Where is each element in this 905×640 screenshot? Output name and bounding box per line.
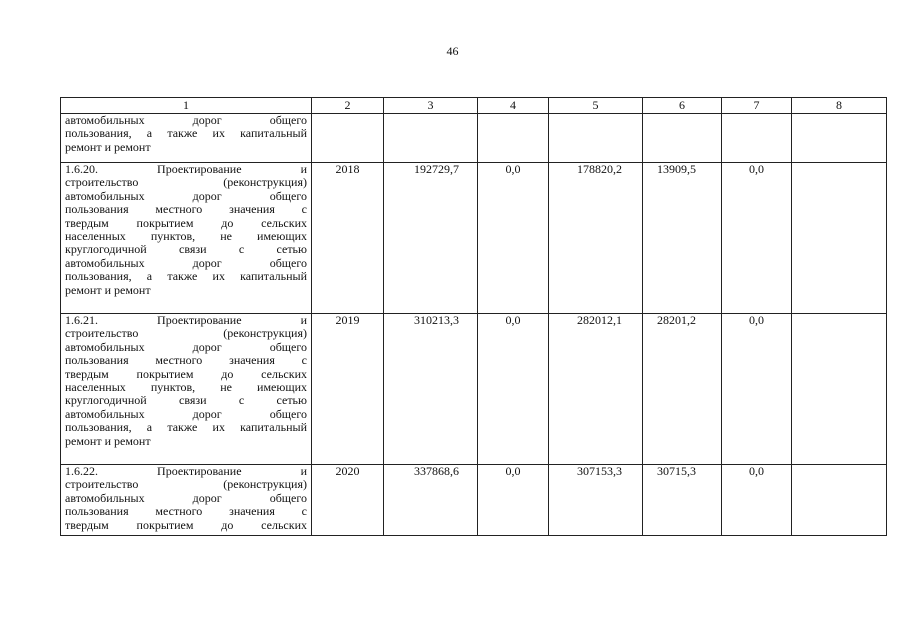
cell-total: 192729,7 xyxy=(384,163,478,314)
description-line: автомобильных дорог общего xyxy=(65,255,307,270)
description-line: населенных пунктов, не имеющих xyxy=(65,380,307,395)
description-line: населенных пунктов, не имеющих xyxy=(65,229,307,244)
table-row xyxy=(61,314,887,465)
row-description xyxy=(61,163,312,314)
description-line: автомобильных дорог общего xyxy=(65,188,307,203)
description-line: строительство (реконструкция) xyxy=(65,175,307,190)
cell-col-5 xyxy=(549,114,643,163)
header-col-6: 6 xyxy=(643,98,722,114)
header-col-4: 4 xyxy=(478,98,549,114)
description-line: автомобильных дорог общего xyxy=(65,113,307,127)
cell-total: 337868,6 xyxy=(384,465,478,536)
description-line: автомобильных дорог общего xyxy=(65,339,307,354)
description-line: строительство (реконструкция) xyxy=(65,477,307,492)
description-line: пользования, а также их капитальный xyxy=(65,269,307,284)
description-line: пользования, а также их капитальный xyxy=(65,126,307,141)
description-line: твердым покрытием до сельских xyxy=(65,215,307,230)
description-line: твердым покрытием до сельских xyxy=(65,366,307,381)
description-line: ремонт и ремонт xyxy=(65,282,151,297)
header-row xyxy=(61,98,887,114)
description-line: пользования местного значения с xyxy=(65,202,307,217)
description-line: 1.6.22. Проектирование и xyxy=(65,464,307,478)
header-col-5: 5 xyxy=(549,98,643,114)
cell-col-7: 0,0 xyxy=(722,163,792,314)
description-line: автомобильных дорог общего xyxy=(65,490,307,505)
row-description xyxy=(61,114,312,163)
cell-col-8 xyxy=(792,163,887,314)
table-row xyxy=(61,114,887,163)
cell-year: 2020 xyxy=(312,465,384,536)
cell-col-4: 0,0 xyxy=(478,465,549,536)
description-line: пользования местного значения с xyxy=(65,504,307,519)
cell-year: 2019 xyxy=(312,314,384,465)
table-row xyxy=(61,163,887,314)
cell-col-5: 307153,3 xyxy=(549,465,643,536)
cell-col-7: 0,0 xyxy=(722,314,792,465)
row-description xyxy=(61,465,312,536)
description-line: круглогодичной связи с сетью xyxy=(65,393,307,408)
header-col-7: 7 xyxy=(722,98,792,114)
cell-col-4 xyxy=(478,114,549,163)
description-line: пользования местного значения с xyxy=(65,353,307,368)
description-line: круглогодичной связи с сетью xyxy=(65,242,307,257)
description-line: 1.6.21. Проектирование и xyxy=(65,313,307,327)
description-line: строительство (реконструкция) xyxy=(65,326,307,341)
cell-col-5: 282012,1 xyxy=(549,314,643,465)
cell-year xyxy=(312,114,384,163)
description-line: ремонт и ремонт xyxy=(65,433,151,448)
program-table xyxy=(60,97,887,536)
cell-col-6 xyxy=(643,114,722,163)
cell-col-7: 0,0 xyxy=(722,465,792,536)
cell-col-6: 13909,5 xyxy=(643,163,722,314)
description-line: 1.6.20. Проектирование и xyxy=(65,162,307,176)
page-number: 46 xyxy=(446,44,459,58)
cell-col-8 xyxy=(792,114,887,163)
header-col-1: 1 xyxy=(61,98,312,114)
cell-col-4: 0,0 xyxy=(478,163,549,314)
cell-total: 310213,3 xyxy=(384,314,478,465)
cell-col-4: 0,0 xyxy=(478,314,549,465)
row-description xyxy=(61,314,312,465)
description-line: пользования, а также их капитальный xyxy=(65,420,307,435)
header-col-3: 3 xyxy=(384,98,478,114)
cell-col-5: 178820,2 xyxy=(549,163,643,314)
description-line: автомобильных дорог общего xyxy=(65,406,307,421)
cell-col-6: 28201,2 xyxy=(643,314,722,465)
cell-total xyxy=(384,114,478,163)
cell-year: 2018 xyxy=(312,163,384,314)
header-col-2: 2 xyxy=(312,98,384,114)
header-col-8: 8 xyxy=(792,98,887,114)
cell-col-8 xyxy=(792,314,887,465)
cell-col-7 xyxy=(722,114,792,163)
description-line: ремонт и ремонт xyxy=(65,139,151,154)
cell-col-6: 30715,3 xyxy=(643,465,722,536)
description-line: твердым покрытием до сельских xyxy=(65,517,307,532)
table-row xyxy=(61,465,887,536)
cell-col-8 xyxy=(792,465,887,536)
